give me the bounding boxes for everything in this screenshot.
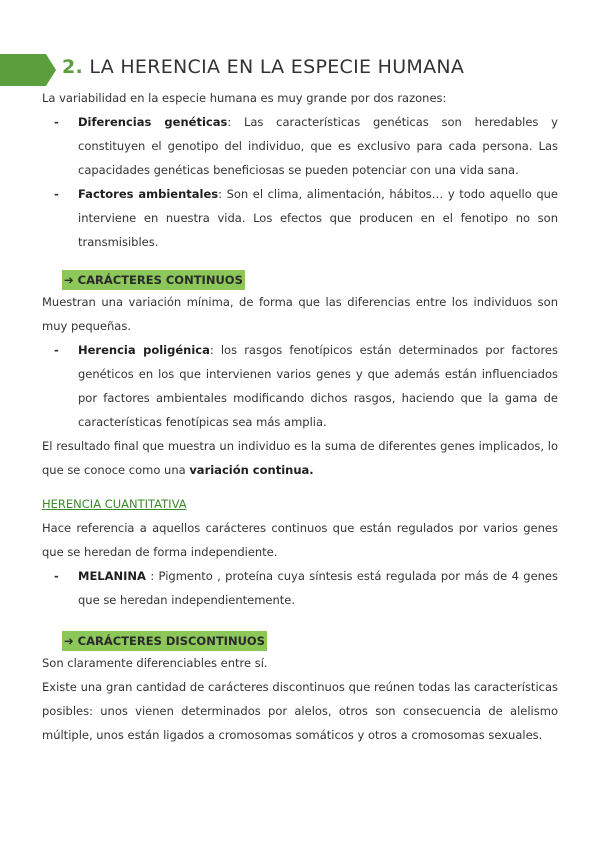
quantitative-text: Hace referencia a aquellos carácteres continuos que están regulados por varios genes que se heredan de forma independiente. xyxy=(42,521,558,559)
quantitative-block xyxy=(42,516,558,612)
list-item-polygenic xyxy=(42,338,558,434)
item-text: : Pigmento , proteína cuya síntesis está regulada por más de 4 genes que se heredan independientemente. xyxy=(78,569,558,607)
title-number: 2. xyxy=(62,56,84,78)
discontinuous-block xyxy=(42,651,558,747)
bullet-dash: - xyxy=(54,569,59,583)
term-polygenic: Herencia poligénica xyxy=(78,343,210,357)
item-text: : Son el clima, alimentación, hábitos… y todo aquello que interviene en nuestra vida. Los efectos que producen en el fenotipo no son transmisibles. xyxy=(78,187,558,249)
continuous-block xyxy=(42,290,558,482)
bullet-dash: - xyxy=(54,343,59,357)
item-text: : Las características genéticas son heredables y constituyen el genotipo del individuo, que es exclusivo para cada persona. Las capacidades genéticas beneficiosas se pueden potenciar con una vida sana. xyxy=(78,115,558,177)
term-melanin: MELANINA xyxy=(78,569,146,583)
page-title xyxy=(62,56,464,78)
result-text: El resultado final que muestra un individuo es la suma de diferentes genes implicados, lo que se conoce como una xyxy=(42,439,558,477)
term-continuous-variation: variación continua. xyxy=(189,463,314,477)
heading-quantitative: HERENCIA CUANTITATIVA xyxy=(42,497,187,511)
continuous-result xyxy=(42,434,558,482)
term-environmental: Factores ambientales xyxy=(78,187,219,201)
discontinuous-text-2: Existe una gran cantidad de carácteres discontinuos que reúnen todas las características posibles: unos vienen determinados por alelos, otros son consecuencia de alelismo múltiple, unos están ligados a cromosomas somáticos y otros a cromosomas sexuales. xyxy=(42,680,558,742)
intro-text: La variabilidad en la especie humana es muy grande por dos razones: xyxy=(42,91,447,105)
discontinuous-text-1: Son claramente diferenciables entre sí. xyxy=(42,656,268,670)
list-item-melanin xyxy=(42,564,558,612)
intro-block xyxy=(42,86,558,254)
bullet-dash: - xyxy=(54,115,59,129)
title-text: LA HERENCIA EN LA ESPECIE HUMANA xyxy=(89,56,465,78)
list-item-genetic xyxy=(42,110,558,182)
heading-continuous: ➔ CARÁCTERES CONTINUOS xyxy=(62,270,245,290)
section-tab-marker xyxy=(0,54,56,86)
bullet-dash: - xyxy=(54,187,59,201)
heading-discontinuous: ➔ CARÁCTERES DISCONTINUOS xyxy=(62,631,267,651)
term-genetic: Diferencias genéticas xyxy=(78,115,228,129)
item-text: : los rasgos fenotípicos están determinados por factores genéticos en los que intervienen varios genes y que además están influenciados por factores ambientales modificando dichos rasgos, haciendo que la gama de características fenotípicas sea más amplia. xyxy=(78,343,558,429)
list-item-environmental xyxy=(42,182,558,254)
continuous-intro: Muestran una variación mínima, de forma que las diferencias entre los individuos son muy pequeñas. xyxy=(42,295,558,333)
